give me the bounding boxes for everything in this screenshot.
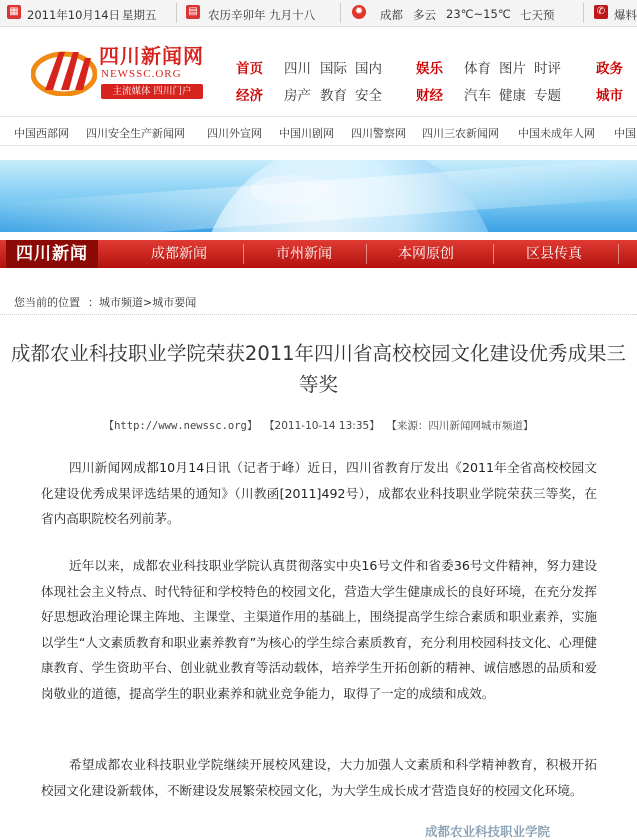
nav-health[interactable]: 健康 xyxy=(499,88,526,104)
article-meta xyxy=(0,418,637,433)
channel-nav-bar xyxy=(0,240,637,268)
lunar-calendar-icon: ▤ xyxy=(186,5,200,19)
nav-finance[interactable]: 财经 xyxy=(416,88,443,104)
nav-education[interactable]: 教育 xyxy=(320,88,347,104)
date-text: 2011年10月14日 xyxy=(27,8,121,22)
lunar-date-text: 农历辛卯年 九月十八 xyxy=(208,8,316,22)
breadcrumb xyxy=(0,285,637,315)
weather-temperature: 23℃~15℃ xyxy=(446,7,511,21)
footer-watermark: 成都农业科技职业学院 xyxy=(425,824,551,839)
logo-chinese-name: 四川新闻网 xyxy=(99,44,204,68)
partner-link[interactable]: 中国未成年人网 xyxy=(518,127,595,140)
breadcrumb-prefix: 您当前的位置 xyxy=(14,296,80,309)
tab-original[interactable]: 本网原创 xyxy=(398,246,454,262)
nav-commentary[interactable]: 时评 xyxy=(534,61,561,77)
nav-sichuan[interactable]: 四川 xyxy=(284,61,311,77)
nav-realestate[interactable]: 房产 xyxy=(284,88,311,104)
divider xyxy=(618,244,619,264)
partner-link[interactable]: 中国川剧网 xyxy=(279,127,334,140)
breadcrumb-path[interactable]: ：城市频道>城市要闻 xyxy=(88,296,197,309)
divider xyxy=(340,3,341,23)
top-info-bar xyxy=(0,0,637,27)
weather-condition: 多云 xyxy=(413,8,436,22)
nav-auto[interactable]: 汽车 xyxy=(464,88,491,104)
nav-entertainment[interactable]: 娱乐 xyxy=(416,61,443,77)
nav-government[interactable]: 政务 xyxy=(596,61,623,77)
tab-chengdu-news[interactable]: 成都新闻 xyxy=(151,246,207,262)
divider xyxy=(493,244,494,264)
article-time: 【2011-10-14 13:35】 xyxy=(264,420,380,432)
nav-economy[interactable]: 经济 xyxy=(236,88,263,104)
partner-links-bar xyxy=(0,116,637,146)
divider xyxy=(176,3,177,23)
nav-international[interactable]: 国际 xyxy=(320,61,347,77)
banner-image[interactable] xyxy=(0,160,637,232)
nav-domestic[interactable]: 国内 xyxy=(355,61,382,77)
nav-safety[interactable]: 安全 xyxy=(355,88,382,104)
tab-city-prefecture-news[interactable]: 市州新闻 xyxy=(276,246,332,262)
divider xyxy=(366,244,367,264)
weekday-text: 星期五 xyxy=(122,8,157,22)
partner-link[interactable]: 四川外宣网 xyxy=(207,127,262,140)
weather-forecast-link[interactable]: 七天预 xyxy=(520,8,555,22)
article-url[interactable]: 【http://www.newssc.org】 xyxy=(103,420,258,432)
article-title: 成都农业科技职业学院荣获2011年四川省高校校园文化建设优秀成果三等奖 xyxy=(10,342,627,396)
article-paragraph-2: 近年以来，成都农业科技职业学院认真贯彻落实中央16号文件和省委36号文件精神，努力建设体现社会主义特点、时代特征和学校特色的校园文化，营造大学生健康成长的良好环境，在充分发挥好思想政治理论课主阵地、主课堂、主渠道作用的基础上，围绕提高学生综合素质和职业素养，实施以学生“人文素质教育和职业素养教育”为核心的学生综合素质教育，充分利用校园科技文化、心理健康教育、学生资助平台、创业就业教育等活动载体，培养学生开拓创新的精神、诚信感恩的品质和爱岗敬业的道德，提高学生的职业素养和就业竞争能力，取得了一定的成绩和成效。 xyxy=(41,558,597,701)
nav-photos[interactable]: 图片 xyxy=(499,61,526,77)
weather-city[interactable]: 成都 xyxy=(380,8,403,22)
partner-link[interactable]: 中国西部网 xyxy=(14,127,69,140)
weather-sun-icon: ✹ xyxy=(352,5,366,19)
partner-link[interactable]: 四川警察网 xyxy=(351,127,406,140)
phone-icon: ✆ xyxy=(594,5,608,19)
divider xyxy=(243,244,244,264)
article-paragraph-3: 希望成都农业科技职业学院继续开展校风建设，大力加强人文素质和科学精神教育，积极开拓校园文化建设新载体，不断建设发展繁荣校园文化，为大学生成长成才营造良好的校园文化环境。 xyxy=(41,757,597,798)
partner-link[interactable]: 四川三农新闻网 xyxy=(422,127,499,140)
logo-slogan: 主流媒体 四川门户 xyxy=(101,84,203,99)
partner-link[interactable]: 四川安全生产新闻网 xyxy=(86,127,185,140)
calendar-icon: ▦ xyxy=(7,5,21,19)
article-source: 【来源：四川新闻网城市频道】 xyxy=(386,420,534,432)
nav-city[interactable]: 城市 xyxy=(596,88,623,104)
partner-link[interactable]: 中国 xyxy=(614,127,636,140)
tab-county-news[interactable]: 区县传真 xyxy=(526,246,582,262)
article-paragraph-1: 四川新闻网成都10月14日讯（记者于峰）近日，四川省教育厅发出《2011年全省高校校园文化建设优秀成果评选结果的通知》（川教函[2011]492号），成都农业科技职业学院荣获三等奖，在省内高职院校名列前茅。 xyxy=(41,460,597,526)
nav-topics[interactable]: 专题 xyxy=(534,88,561,104)
nav-home[interactable]: 首页 xyxy=(236,61,263,77)
logo-domain: NEWSSC.ORG xyxy=(101,68,182,80)
main-nav xyxy=(0,28,637,116)
nav-sports[interactable]: 体育 xyxy=(464,61,491,77)
site-header xyxy=(0,28,637,116)
divider xyxy=(583,3,584,23)
channel-brand[interactable]: 四川新闻 xyxy=(6,240,98,268)
tip-off-link[interactable]: 爆料 xyxy=(614,8,637,22)
